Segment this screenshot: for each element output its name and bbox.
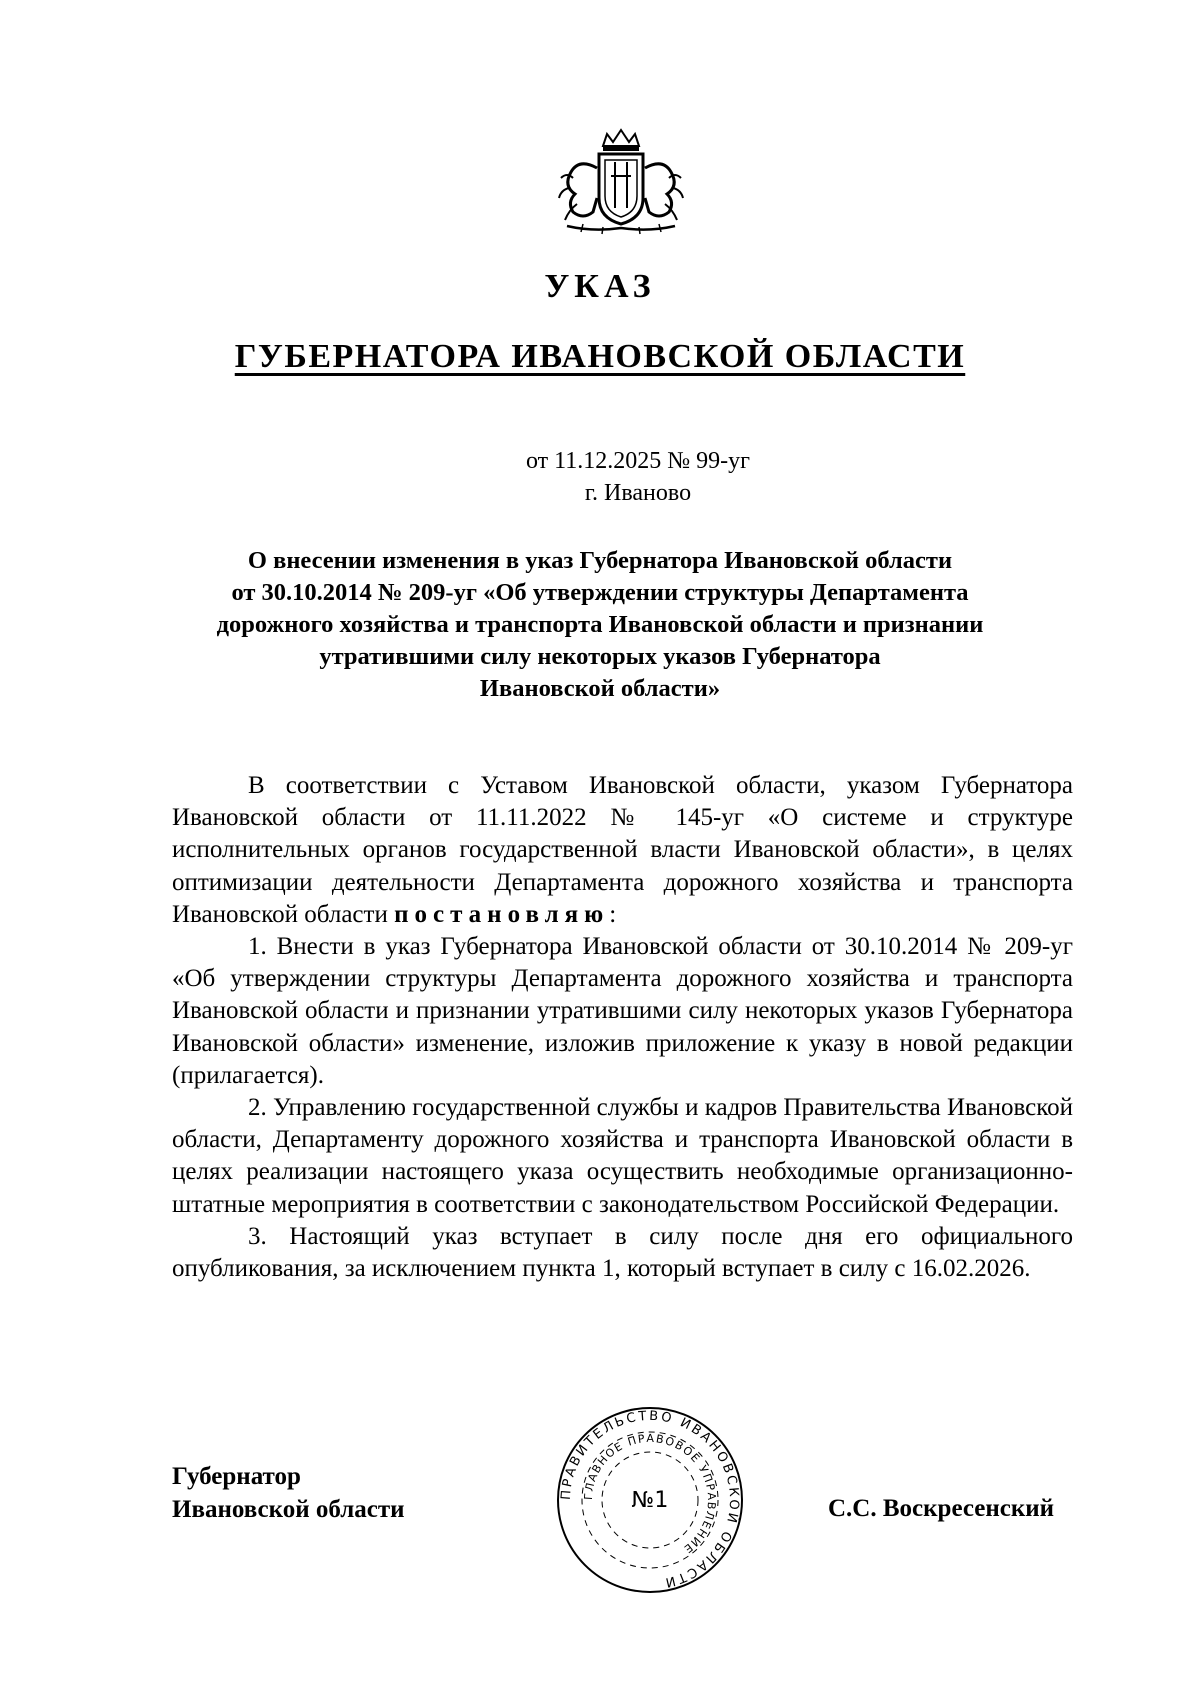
subject-line: от 30.10.2014 № 209-уг «Об утверждении структуры Департамента [231, 579, 969, 606]
signatory-name: С.С. Воскресенский [828, 1495, 1055, 1522]
document-body [172, 770, 1073, 1285]
item-3-paragraph: 3. Настоящий указ вступает в силу после дня его официального опубликования, за исключением пункта 1, который вступает в силу с 16.02.2026. [172, 1222, 1073, 1283]
decree-word: постановляю [394, 900, 610, 928]
document-title: УКАЗ [544, 268, 656, 305]
item-2-paragraph: 2. Управлению государственной службы и кадров Правительства Ивановской области, Департаменту дорожного хозяйства и транспорта Ивановской области в целях реализации настоящего указа осуществить необходимые организационно-штатные мероприятия в соответствии с законодательством Российской Федерации. [172, 1094, 1073, 1218]
document-date-number: от 11.12.2025 № 99-уг [525, 448, 750, 474]
document-subtitle [0, 338, 1200, 376]
item-1-paragraph: 1. Внести в указ Губернатора Ивановской области от 30.10.2014 № 209-уг «Об утверждении структуры Департамента дорожного хозяйства и транспорта Ивановской области и признании утратившими силу некоторых указов Губернатора Ивановской области» изменение, изложив приложение к указу в новой редакции (прилагается). [172, 933, 1073, 1089]
signatory-position-line: Ивановской области [172, 1496, 405, 1523]
subject-line: О внесении изменения в указ Губернатора Ивановской области [247, 547, 953, 574]
subject-line: Ивановской области» [479, 675, 721, 702]
subject-line: дорожного хозяйства и транспорта Ивановской области и признании [216, 611, 984, 638]
subject-line: утратившими силу некоторых указов Губернатора [319, 643, 881, 670]
stamp-inner-text: ГЛАВНОЕ ПРАВОВОЕ УПРАВЛЕНИЕ [581, 1431, 719, 1557]
coat-of-arms-icon [553, 128, 689, 236]
official-stamp [555, 1405, 745, 1595]
preamble-paragraph [172, 770, 1073, 931]
preamble-text: В соответствии с Уставом Ивановской области, указом Губернатора Ивановской области от 11.11.2022 № 145-уг «О системе и структуре исполнительных органов государственной власти Ивановской области», в целях оптимизации деятельности Департамента дорожного хозяйства и транспорта Ивановской области [172, 772, 1073, 928]
stamp-outer-text: ПРАВИТЕЛЬСТВО ИВАНОВСКОЙ ОБЛАСТИ [558, 1408, 742, 1590]
issuer-title: ГУБЕРНАТОРА ИВАНОВСКОЙ ОБЛАСТИ [234, 338, 966, 375]
document-subject [150, 545, 1050, 705]
document-city: г. Иваново [584, 480, 692, 506]
decree-colon: : [609, 900, 617, 928]
stamp-number: №1 [631, 1488, 669, 1513]
signatory-position [172, 1460, 405, 1526]
signatory-position-line: Губернатор [172, 1463, 301, 1490]
